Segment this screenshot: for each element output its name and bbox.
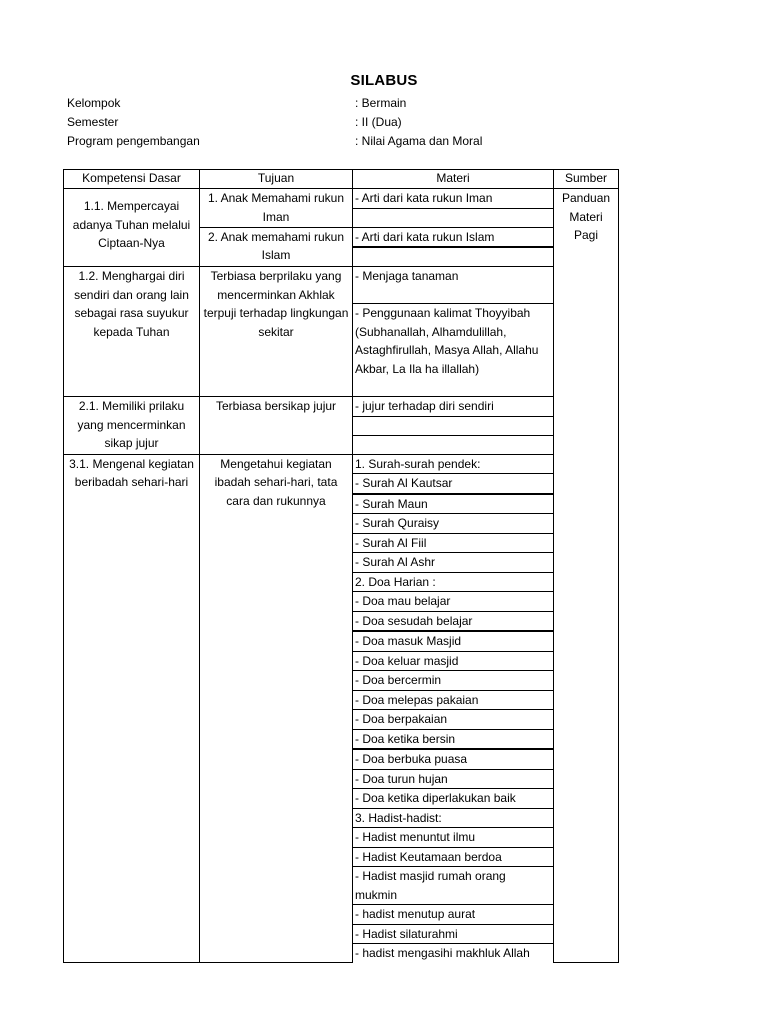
materi-cell: - Doa keluar masjid — [353, 651, 554, 671]
materi-cell: - Doa ketika diperlakukan baik — [353, 789, 554, 809]
tujuan-cell: 1. Anak Memahami rukun Iman — [200, 189, 353, 228]
meta-row-kelompok — [67, 94, 667, 113]
materi-cell: - Surah Al Kautsar — [353, 474, 554, 494]
materi-cell: - Doa berbuka puasa — [353, 749, 554, 769]
kd-cell: 3.1. Mengenal kegiatan beribadah sehari-hari — [64, 454, 200, 963]
materi-cell: - Doa berpakaian — [353, 710, 554, 730]
materi-cell: - Doa bercermin — [353, 671, 554, 691]
materi-cell — [353, 247, 554, 267]
materi-cell: - Doa mau belajar — [353, 592, 554, 612]
header-tujuan: Tujuan — [200, 170, 353, 189]
materi-cell: - hadist mengasihi makhluk Allah — [353, 944, 554, 963]
meta-label: Program pengembangan — [67, 134, 200, 148]
materi-cell: - Hadist masjid rumah orang mukmin — [353, 867, 554, 905]
materi-cell: - Penggunaan kalimat Thoyyibah (Subhanallah, Alhamdulillah, Astaghfirullah, Masya Allah, Allahu Akbar, La Ila ha illallah) — [353, 304, 554, 397]
syllabus-table — [63, 169, 619, 963]
meta-value: : Nilai Agama dan Moral — [355, 134, 483, 148]
materi-cell: - Surah Al Fiil — [353, 533, 554, 553]
tujuan-cell: Terbiasa berprilaku yang mencerminkan Akhlak terpuji terhadap lingkungan sekitar — [200, 267, 353, 397]
materi-cell: - Hadist Keutamaan berdoa — [353, 847, 554, 867]
meta-row-semester — [67, 113, 667, 132]
kd-cell: 1.2. Menghargai diri sendiri dan orang lain sebagai rasa suyukur kepada Tuhan — [64, 267, 200, 397]
header-materi: Materi — [353, 170, 554, 189]
header-sumber: Sumber — [554, 170, 619, 189]
materi-cell: - hadist menutup aurat — [353, 905, 554, 925]
header-kompetensi: Kompetensi Dasar — [64, 170, 200, 189]
kd-cell: 2.1. Memiliki prilaku yang mencerminkan sikap jujur — [64, 397, 200, 455]
materi-cell: - Arti dari kata rukun Islam — [353, 227, 554, 247]
meta-value: : Bermain — [355, 96, 407, 110]
materi-cell: - Surah Quraisy — [353, 514, 554, 534]
meta-value: : II (Dua) — [355, 115, 402, 129]
document-meta — [67, 94, 667, 151]
materi-cell: - Doa melepas pakaian — [353, 690, 554, 710]
table-header-row — [64, 170, 619, 189]
materi-cell — [353, 435, 554, 454]
materi-cell: - Hadist menuntut ilmu — [353, 828, 554, 848]
table-row — [64, 454, 619, 474]
kd-cell: 1.1. Mempercayai adanya Tuhan melalui Ciptaan-Nya — [64, 189, 200, 267]
materi-cell — [353, 416, 554, 435]
materi-cell: 3. Hadist-hadist: — [353, 808, 554, 828]
sumber-cell: Panduan Materi Pagi — [554, 189, 619, 963]
materi-cell: - Surah Al Ashr — [353, 553, 554, 573]
tujuan-cell: 2. Anak memahami rukun Islam — [200, 227, 353, 267]
tujuan-cell: Terbiasa bersikap jujur — [200, 397, 353, 455]
materi-cell — [353, 208, 554, 227]
materi-cell: - jujur terhadap diri sendiri — [353, 397, 554, 417]
materi-cell: - Doa ketika bersin — [353, 729, 554, 749]
materi-cell: - Surah Maun — [353, 494, 554, 514]
materi-cell: 2. Doa Harian : — [353, 572, 554, 592]
table-row — [64, 189, 619, 209]
materi-cell: - Doa sesudah belajar — [353, 611, 554, 631]
materi-cell: - Doa turun hujan — [353, 769, 554, 789]
materi-cell: - Arti dari kata rukun Iman — [353, 189, 554, 209]
document-title: SILABUS — [350, 72, 418, 89]
table-row — [64, 267, 619, 304]
materi-cell: - Doa masuk Masjid — [353, 631, 554, 651]
tujuan-cell: Mengetahui kegiatan ibadah sehari-hari, tata cara dan rukunnya — [200, 454, 353, 963]
meta-label: Semester — [67, 115, 119, 129]
table-row — [64, 397, 619, 417]
materi-cell: - Hadist silaturahmi — [353, 924, 554, 944]
materi-cell: 1. Surah-surah pendek: — [353, 454, 554, 474]
meta-label: Kelompok — [67, 96, 121, 110]
meta-row-program — [67, 132, 667, 151]
materi-cell: - Menjaga tanaman — [353, 267, 554, 304]
